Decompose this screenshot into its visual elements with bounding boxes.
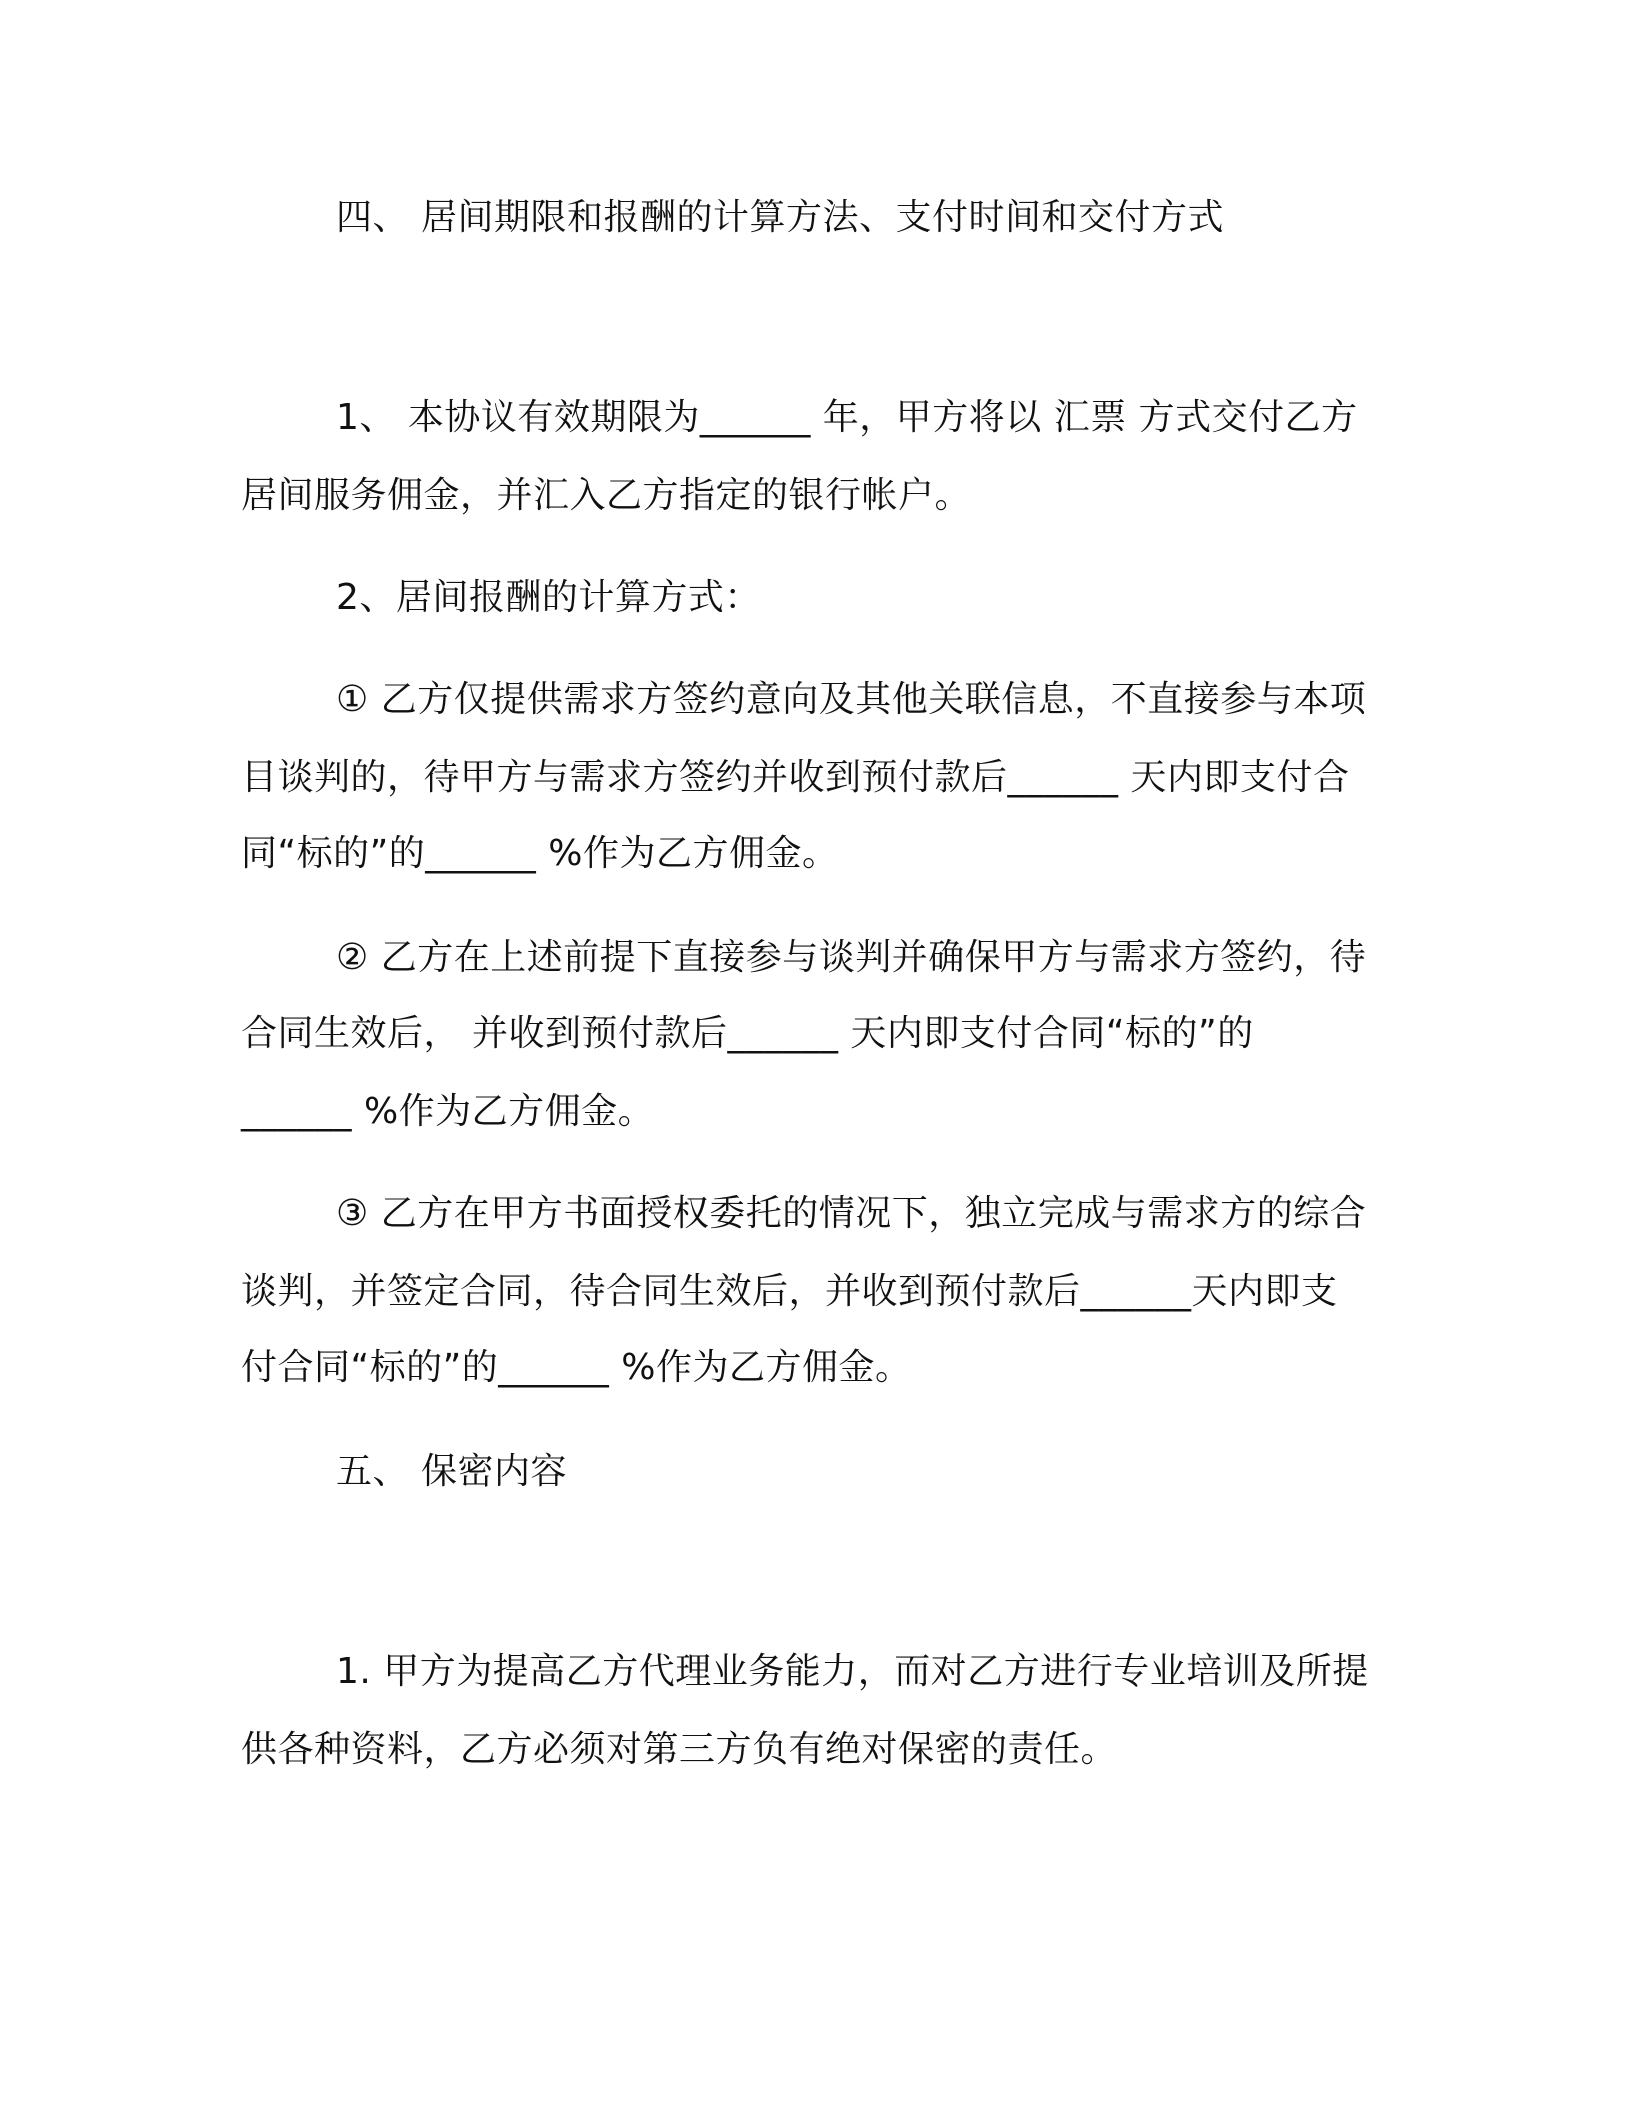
clause-2-3-line-2: 谈判，并签定合同，待合同生效后，并收到预付款后______天内即支 [241, 1271, 1338, 1312]
confidentiality-clause-1-line-2: 供各种资料，乙方必须对第三方负有绝对保密的责任。 [241, 1729, 1118, 1770]
confidentiality-clause-1-line-1: 1. 甲方为提高乙方代理业务能力，而对乙方进行专业培训及所提 [336, 1651, 1369, 1692]
clause-2-2-line-2: 合同生效后， 并收到预付款后______ 天内即支付合同“标的”的 [241, 1013, 1254, 1054]
clause-2-1-line-2: 目谈判的，待甲方与需求方签约并收到预付款后______ 天内即支付合 [241, 757, 1350, 798]
clause-2-title: 2、居间报酬的计算方式： [336, 577, 761, 618]
section-4-heading: 四、 居间期限和报酬的计算方法、支付时间和交付方式 [336, 197, 1224, 238]
clause-2-2-line-3: ______ %作为乙方佣金。 [241, 1091, 655, 1132]
clause-2-2-line-1: ② 乙方在上述前提下直接参与谈判并确保甲方与需求方签约，待 [336, 937, 1367, 978]
section-5-heading: 五、 保密内容 [336, 1451, 567, 1492]
clause-2-3-line-1: ③ 乙方在甲方书面授权委托的情况下，独立完成与需求方的综合 [336, 1193, 1367, 1234]
clause-2-3-line-3: 付合同“标的”的______ %作为乙方佣金。 [241, 1347, 912, 1388]
clause-1-line-1: 1、 本协议有效期限为______ 年，甲方将以 汇票 方式交付乙方 [336, 397, 1358, 438]
clause-2-1-line-1: ① 乙方仅提供需求方签约意向及其他关联信息，不直接参与本项 [336, 679, 1367, 720]
clause-1-line-2: 居间服务佣金，并汇入乙方指定的银行帐户。 [241, 475, 972, 516]
clause-2-1-line-3: 同“标的”的______ %作为乙方佣金。 [241, 833, 839, 874]
